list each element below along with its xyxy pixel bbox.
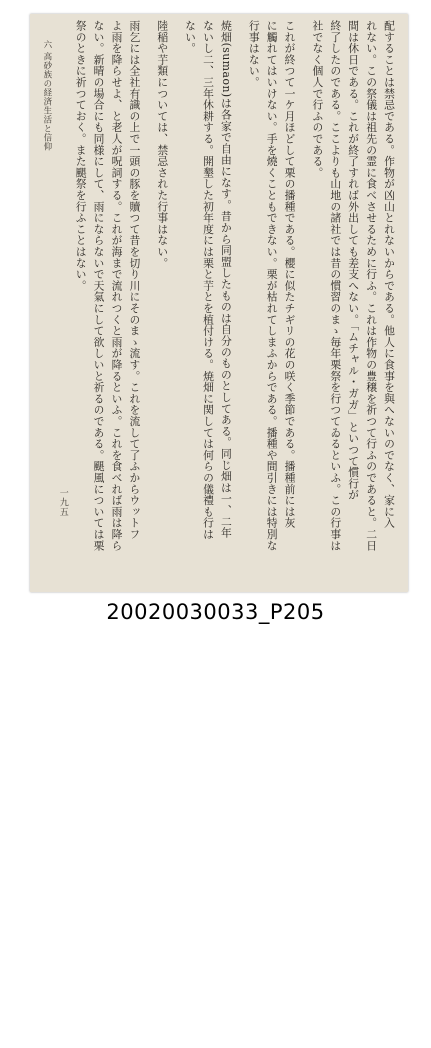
text-line: 行事はない。 — [247, 20, 261, 88]
text-line: ない。新晴の場合にも同様にして、雨にならないで天氣にして欲しいと祈るのである。颶風については栗 — [92, 20, 106, 552]
paragraph-gap — [235, 20, 245, 580]
text-line: ないし二、三年休耕する。開墾した初年度には栗と芋とを植付ける。焼畑に関しては何らの儀禮も行は — [201, 20, 215, 540]
vertical-text-body — [38, 20, 398, 580]
book-page — [30, 14, 408, 592]
text-line: 雨乞には全社有識の上で一頭の豚を贖つて昔を切り川にそのまゝ流す。これを流して了ふからウットフ — [128, 20, 142, 540]
text-line: 間は休日である。これが終了すれば外出しても差支へない。「ムチャル・ガガ」といつて慣行が — [347, 20, 361, 501]
text-line: ない。 — [184, 20, 198, 54]
text-line: 配することは禁忌である。作物が凶山とれないからである。他人に食事を與へないのでなく、家に入 — [383, 20, 396, 529]
text-line: 陸稲や芋類については、禁忌された行事はない。 — [156, 20, 170, 269]
text-line: れない。この祭儀は祖先の霊に食べさせるために行ふ。これは作物の豊穣を祈つて行ふのであると。二日 — [365, 20, 379, 552]
text-line: 社でなく個人で行ふのである。 — [311, 20, 325, 179]
running-header: 六 高砂族の経済生活と信仰 — [41, 40, 52, 152]
paragraph-gap — [143, 20, 153, 580]
text-line: 焼畑(sumaon)は各家で自由になす。昔から同盟したものは自分のものとしてある。同じ畑は一、二年 — [219, 20, 233, 539]
image-caption: 20020030033_P205 — [106, 600, 325, 624]
paragraph-gap — [171, 20, 181, 580]
text-line: に觸れてはいけない。手を燒くこともできない。栗が枯れてしまふからである。播種や間引きには特別な — [265, 20, 279, 552]
text-line: よ雨を降らせよ、と老人が呪詞する。これが海まで流れつくと雨が降るといふ。これを食べれば雨は降ら — [110, 20, 124, 552]
text-line: 祭のときに祈つておく。また颶祭を行ふことはない。 — [74, 20, 88, 292]
page-number: 一九五 — [57, 488, 68, 517]
text-line: これが終つて一ケ月ほどして栗の播種である。櫻に似たチギリの花の咲く季節である。播種前には灰 — [283, 20, 297, 529]
paragraph-gap — [299, 20, 309, 580]
text-line: 終了したのである。ここよりも山地の諸社では昔の慣習のまゝ毎年栗祭を行つてゐるといふ。この行事は — [329, 20, 343, 552]
